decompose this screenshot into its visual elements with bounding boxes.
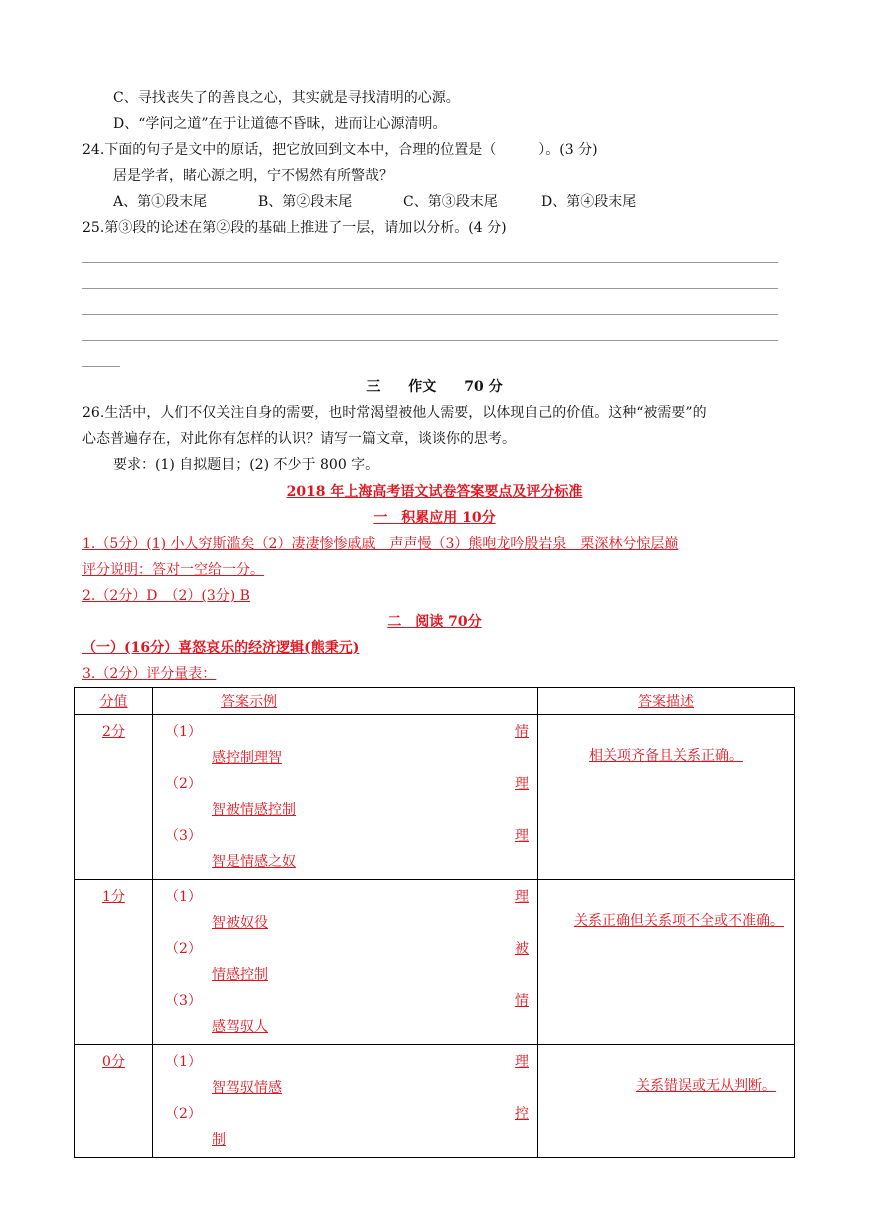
row-description: 相关项齐备且关系正确。 <box>538 715 795 880</box>
header-description: 答案描述 <box>538 688 795 715</box>
answer-1-note: 评分说明：答对一空给一分。 <box>82 562 264 578</box>
answer-line-end <box>82 366 120 367</box>
answers-section2: 二 阅读 70分 <box>387 614 482 630</box>
q24-option-a: A、第①段末尾 <box>113 194 208 210</box>
q24-option-b: B、第②段末尾 <box>258 194 353 210</box>
row-example: （1） 理 智被奴役 （2） 被 情感控制 （3） 情 感驾驭人 <box>153 880 538 1045</box>
answer-1: 1.（5分）(1) 小人穷斯滥矣（2）凄凄惨惨戚戚 声声慢（3）熊咆龙吟殷岩泉 栗深林兮惊层巅 <box>82 536 679 552</box>
answer-line <box>82 314 778 315</box>
answer-2: 2.（2分）D （2）(3分) B <box>82 588 250 604</box>
row-points: 0分 <box>75 1045 153 1158</box>
q25-stem: 25.第③段的论述在第②段的基础上推进了一层，请加以分析。(4 分) <box>82 220 507 236</box>
q26-line1: 26.生活中，人们不仅关注自身的需要，也时常渴望被他人需要，以体现自己的价值。这种“被需要”的 <box>82 405 707 421</box>
answers-part1-title: （一）(16分）喜怒哀乐的经济逻辑(熊秉元) <box>82 640 360 656</box>
table-row <box>75 715 795 880</box>
q23-option-d: D、“学问之道”在于让道德不昏昧，进而让心源清明。 <box>113 116 447 132</box>
q23-option-c: C、寻找丧失了的善良之心，其实就是寻找清明的心源。 <box>113 90 460 106</box>
row-description: 关系错误或无从判断。 <box>538 1045 795 1158</box>
section3-title: 三 作文 70 分 <box>366 379 503 395</box>
q26-requirement: 要求：(1) 自拟题目；(2) 不少于 800 字。 <box>113 457 380 473</box>
answer-line <box>82 262 778 263</box>
row-example: （1） 理 智驾驭情感 （2） 控 制 <box>153 1045 538 1158</box>
q26-line2: 心态普遍存在，对此你有怎样的认识？请写一篇文章，谈谈你的思考。 <box>82 431 516 447</box>
score-table-header <box>75 688 795 715</box>
q24-option-d: D、第④段末尾 <box>541 194 637 210</box>
header-example: 答案示例 <box>153 688 538 715</box>
row-description: 关系正确但关系项不全或不准确。 <box>538 880 795 1045</box>
q24-stem: 24.下面的句子是文中的原话，把它放回到文本中，合理的位置是（ ）。(3 分) <box>82 142 598 158</box>
answer-line <box>82 340 778 341</box>
answer-line <box>82 288 778 289</box>
table-row <box>75 1045 795 1158</box>
row-points: 1分 <box>75 880 153 1045</box>
row-points: 2分 <box>75 715 153 880</box>
answer-3: 3.（2分）评分量表： <box>82 666 217 682</box>
q24-sentence: 居是学者，睹心源之明，宁不惕然有所警哉？ <box>113 168 393 184</box>
answers-section1: 一 积累应用 10分 <box>373 510 496 526</box>
answers-title: 2018 年上海高考语文试卷答案要点及评分标准 <box>286 484 583 500</box>
q24-option-c: C、第③段末尾 <box>403 194 498 210</box>
header-points: 分值 <box>75 688 153 715</box>
row-example: （1） 情 感控制理智 （2） 理 智被情感控制 （3） 理 智是情感之奴 <box>153 715 538 880</box>
score-table <box>74 687 795 1158</box>
table-row <box>75 880 795 1045</box>
